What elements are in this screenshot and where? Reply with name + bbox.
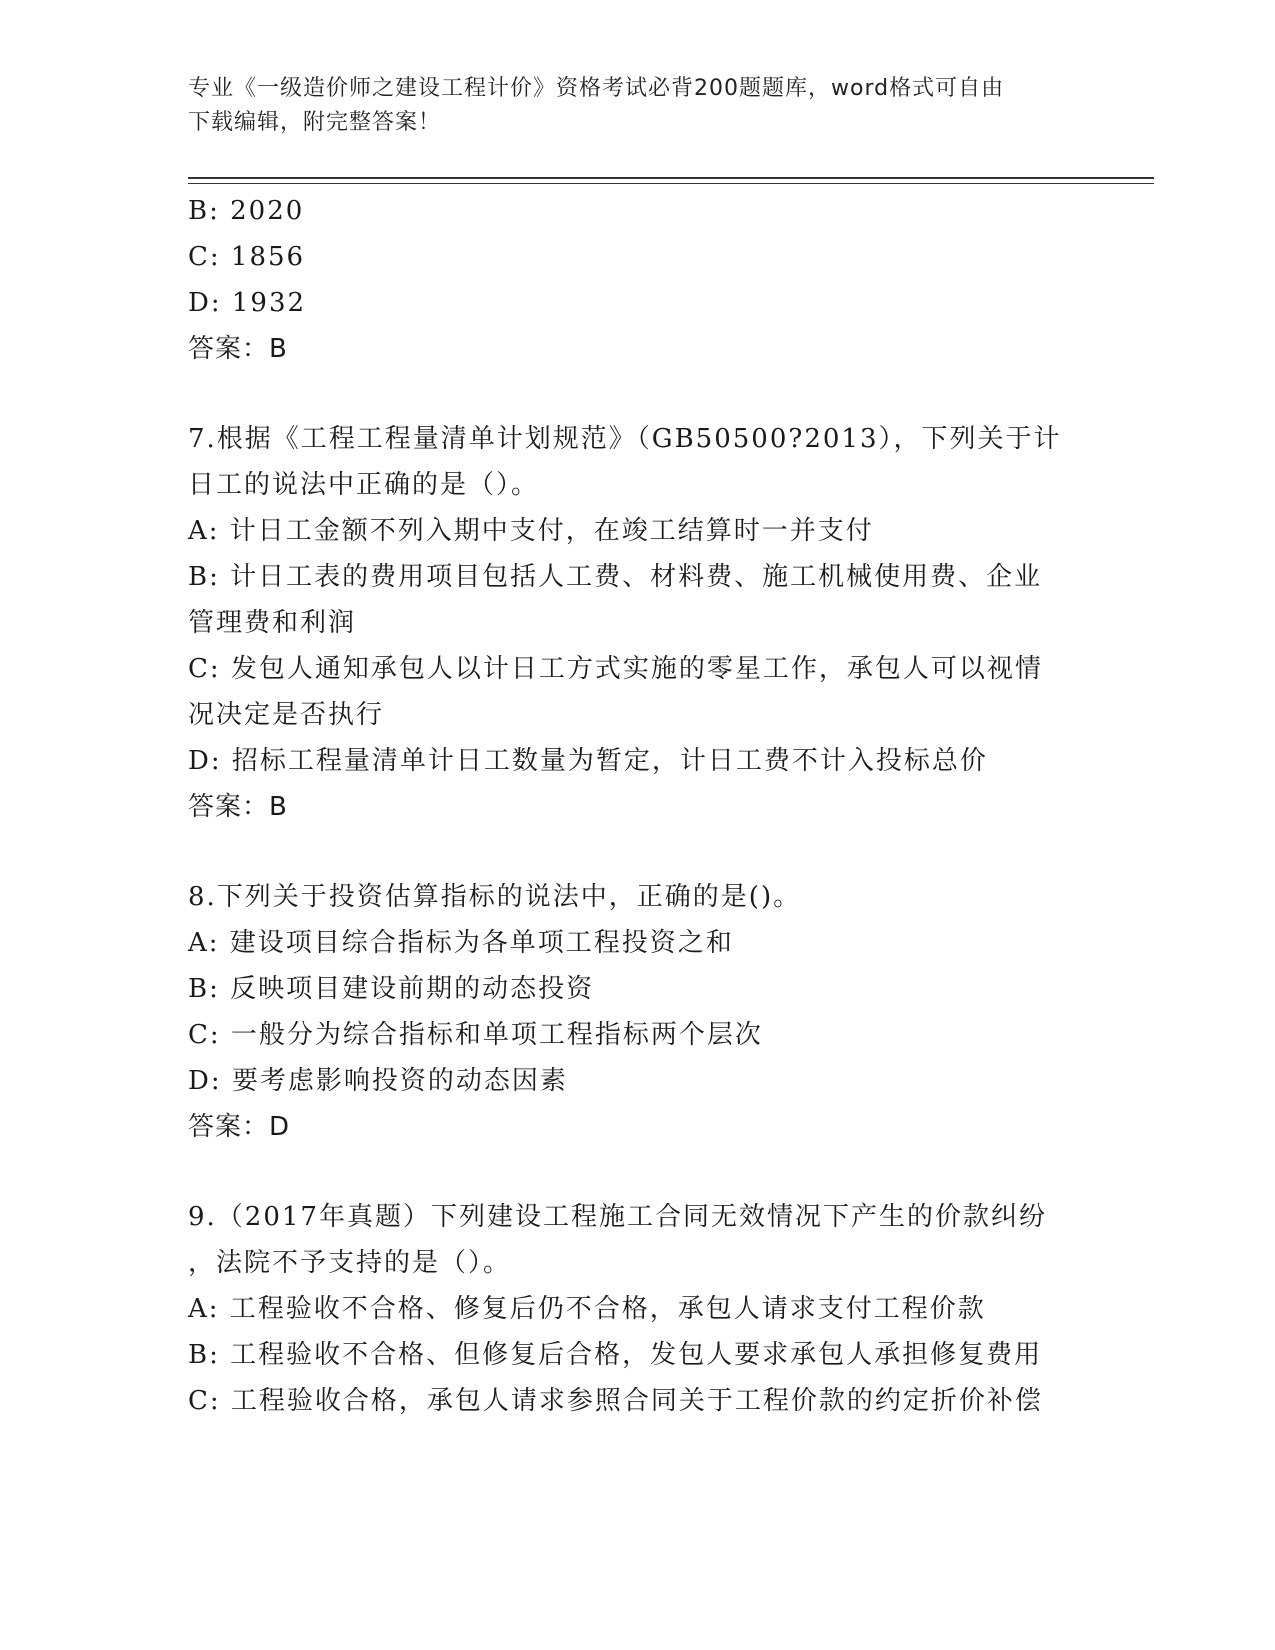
- q6-option-c: C: 1856: [188, 242, 306, 272]
- q7-option-c-line-2: 况决定是否执行: [188, 700, 385, 730]
- header-line-2: 下载编辑，附完整答案！: [188, 110, 442, 135]
- q7-answer: 答案：B: [188, 792, 288, 822]
- q6-option-d: D: 1932: [188, 288, 307, 318]
- q7-option-d: D: 招标工程量清单计日工数量为暂定，计日工费不计入投标总价: [188, 746, 988, 776]
- q8-stem: 8.下列关于投资估算指标的说法中，正确的是()。: [188, 882, 802, 912]
- header-divider-thick: [188, 177, 1154, 179]
- spacer: [188, 372, 1088, 416]
- q8-option-d: D: 要考虑影响投资的动态因素: [188, 1066, 568, 1096]
- question-list: [188, 188, 1088, 1424]
- q9-option-c: C: 工程验收合格，承包人请求参照合同关于工程价款的约定折价补偿: [188, 1386, 1043, 1416]
- q9-option-b: B: 工程验收不合格、但修复后合格，发包人要求承包人承担修复费用: [188, 1340, 1043, 1370]
- q7-stem-line-2: 日工的说法中正确的是（）。: [188, 470, 540, 500]
- q8-answer: 答案：D: [188, 1112, 291, 1142]
- q6-answer: 答案：B: [188, 334, 288, 364]
- spacer: [188, 1150, 1088, 1194]
- spacer: [188, 830, 1088, 874]
- q8-option-b: B: 反映项目建设前期的动态投资: [188, 974, 595, 1004]
- question-7: [188, 416, 1088, 830]
- question-9: [188, 1194, 1088, 1424]
- q9-stem-line-1: 9.（2017年真题）下列建设工程施工合同无效情况下产生的价款纠纷: [188, 1202, 1047, 1232]
- document-header: [188, 72, 1088, 140]
- q9-option-a: A: 工程验收不合格、修复后仍不合格，承包人请求支付工程价款: [188, 1294, 986, 1324]
- q7-option-a: A: 计日工金额不列入期中支付，在竣工结算时一并支付: [188, 516, 874, 546]
- question-8: [188, 874, 1088, 1150]
- q8-option-c: C: 一般分为综合指标和单项工程指标两个层次: [188, 1020, 763, 1050]
- q6-option-b: B: 2020: [188, 196, 305, 226]
- question-6-tail: [188, 188, 1088, 372]
- q9-stem-line-2: ，法院不予支持的是（）。: [188, 1248, 512, 1278]
- header-divider-thin: [188, 183, 1154, 184]
- q7-stem-line-1: 7.根据《工程工程量清单计划规范》（GB50500?2013），下列关于计: [188, 424, 1062, 454]
- q8-option-a: A: 建设项目综合指标为各单项工程投资之和: [188, 928, 734, 958]
- q7-option-c-line-1: C: 发包人通知承包人以计日工方式实施的零星工作，承包人可以视情: [188, 654, 1043, 684]
- header-line-1: 专业《一级造价师之建设工程计价》资格考试必背200题题库，word格式可自由: [188, 76, 1005, 101]
- q7-option-b-line-1: B: 计日工表的费用项目包括人工费、材料费、施工机械使用费、企业: [188, 562, 1043, 592]
- q7-option-b-line-2: 管理费和利润: [188, 608, 357, 638]
